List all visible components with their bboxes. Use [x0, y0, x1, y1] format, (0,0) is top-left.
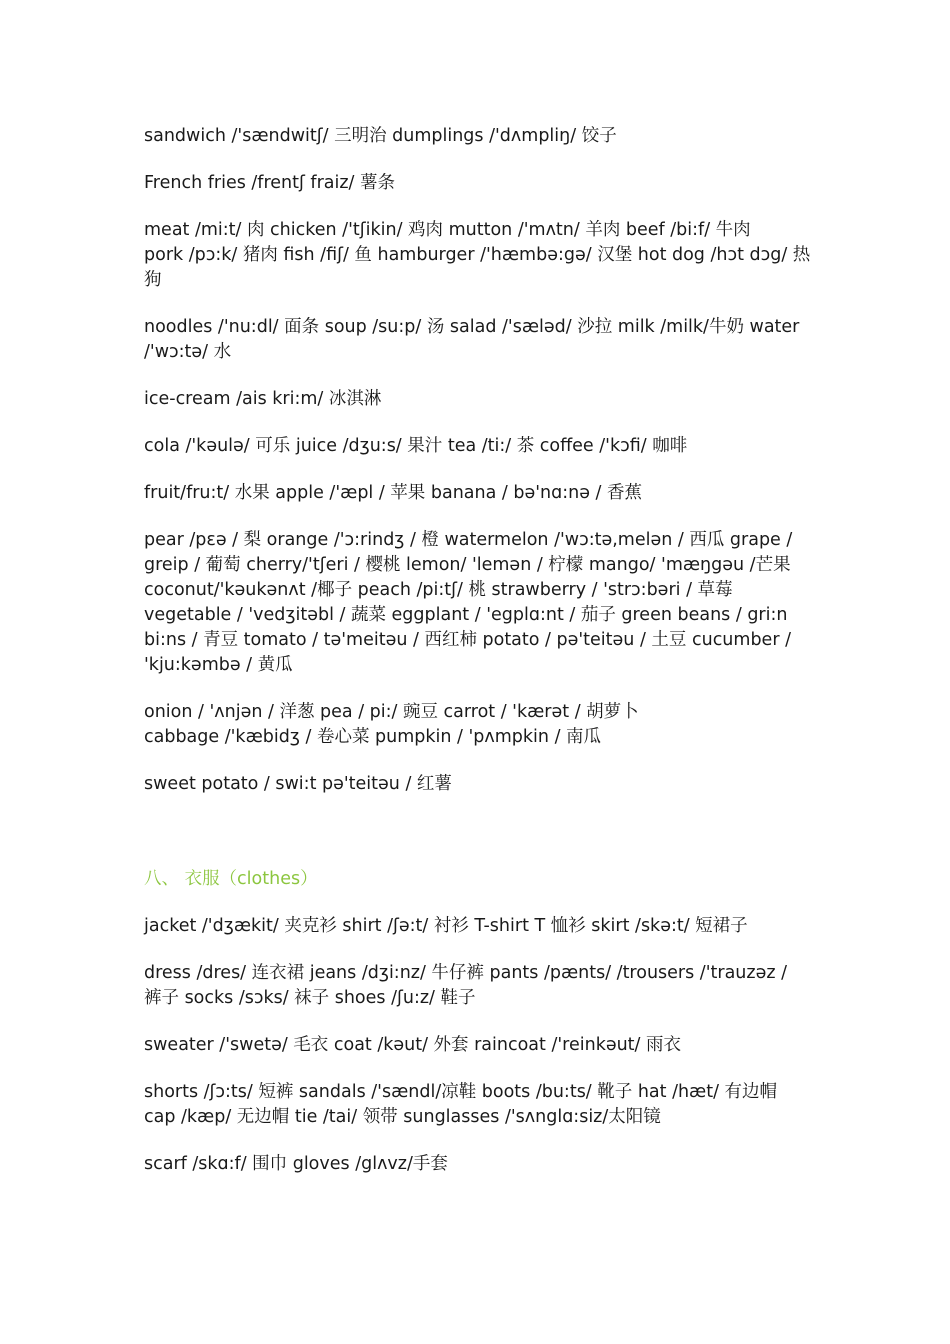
text-line: sweet potato / swi:t pə'teitəu / 红薯: [144, 774, 452, 794]
text-line: coconut/'kəukənʌt /椰子 peach /pi:tʃ/ 桃 strawberry / 'strɔ:bəri / 草莓: [144, 580, 733, 600]
text-line: greip / 葡萄 cherry/'tʃeri / 樱桃 lemon/ 'lemən / 柠檬 mango/ 'mæŋgəu /芒果: [144, 555, 791, 575]
text-line: jacket /'dʒækit/ 夹克衫 shirt /ʃə:t/ 衬衫 T-shirt T 恤衫 skirt /skə:t/ 短裙子: [144, 916, 748, 936]
section-heading-clothes: [144, 867, 814, 892]
paragraph-noodles: [144, 315, 814, 365]
paragraph-sweet-potato: [144, 772, 814, 797]
text-line: shorts /ʃɔ:ts/ 短裤 sandals /'sændl/凉鞋 boots /bu:ts/ 靴子 hat /hæt/ 有边帽: [144, 1082, 778, 1102]
text-line: dress /dres/ 连衣裙 jeans /dʒi:nz/ 牛仔裤 pants /pænts/ /trousers /'trauzəz /: [144, 963, 787, 983]
text-line: French fries /frentʃ fraiz/ 薯条: [144, 173, 396, 193]
text-line: fruit/fru:t/ 水果 apple /'æpl / 苹果 banana / bə'nɑ:nə / 香蕉: [144, 483, 643, 503]
text-line: sweater /'swetə/ 毛衣 coat /kəut/ 外套 raincoat /'reinkəut/ 雨衣: [144, 1035, 682, 1055]
section-spacer: [144, 819, 814, 867]
text-line: vegetable / 'vedʒitəbl / 蔬菜 eggplant / 'egplɑ:nt / 茄子 green beans / gri:n: [144, 605, 788, 625]
paragraph-scarf: [144, 1152, 814, 1177]
text-line: scarf /skɑ:f/ 围巾 gloves /glʌvz/手套: [144, 1154, 448, 1174]
paragraph-fruits-vegetables: [144, 528, 814, 678]
text-line: 'kju:kəmbə / 黄瓜: [144, 655, 293, 675]
text-line: sandwich /'sændwitʃ/ 三明治 dumplings /'dʌmpliŋ/ 饺子: [144, 126, 617, 146]
text-line: cap /kæp/ 无边帽 tie /tai/ 领带 sunglasses /'sʌnglɑ:siz/太阳镜: [144, 1107, 661, 1127]
text-line: pear /pɛə / 梨 orange /'ɔ:rindʒ / 橙 watermelon /'wɔ:tə,melən / 西瓜 grape /: [144, 530, 793, 550]
text-line: cola /'kəulə/ 可乐 juice /dʒu:s/ 果汁 tea /ti:/ 茶 coffee /'kɔfi/ 咖啡: [144, 436, 688, 456]
text-line: onion / 'ʌnjən / 洋葱 pea / pi:/ 豌豆 carrot / 'kærət / 胡萝卜: [144, 702, 639, 722]
paragraph-jacket: [144, 914, 814, 939]
paragraph-shorts: [144, 1080, 814, 1130]
text-line: /'wɔ:tə/ 水: [144, 342, 232, 362]
text-line: meat /mi:t/ 肉 chicken /'tʃikin/ 鸡肉 mutton /'mʌtn/ 羊肉 beef /bi:f/ 牛肉: [144, 220, 751, 240]
text-line: bi:ns / 青豆 tomato / tə'meitəu / 西红柿 potato / pə'teitəu / 土豆 cucumber /: [144, 630, 791, 650]
text-line: noodles /'nu:dl/ 面条 soup /su:p/ 汤 salad /'sæləd/ 沙拉 milk /milk/牛奶 water: [144, 317, 800, 337]
paragraph-ice-cream: [144, 387, 814, 412]
paragraph-drinks: [144, 434, 814, 459]
paragraph-onion: [144, 700, 814, 750]
text-line: 裤子 socks /sɔks/ 袜子 shoes /ʃu:z/ 鞋子: [144, 988, 476, 1008]
text-line: cabbage /'kæbidʒ / 卷心菜 pumpkin / 'pʌmpkin / 南瓜: [144, 727, 602, 747]
paragraph-french-fries: [144, 171, 814, 196]
paragraph-dress: [144, 961, 814, 1011]
text-line: pork /pɔ:k/ 猪肉 fish /fiʃ/ 鱼 hamburger /'hæmbə:gə/ 汉堡 hot dog /hɔt dɔg/ 热: [144, 245, 811, 265]
paragraph-fruit: [144, 481, 814, 506]
text-line: 狗: [144, 270, 162, 290]
paragraph-sweater: [144, 1033, 814, 1058]
heading-text: 八、 衣服（clothes）: [144, 869, 318, 889]
paragraph-meat: [144, 218, 814, 293]
text-line: ice-cream /ais kri:m/ 冰淇淋: [144, 389, 382, 409]
document-body: [144, 124, 814, 1199]
paragraph-sandwich: [144, 124, 814, 149]
